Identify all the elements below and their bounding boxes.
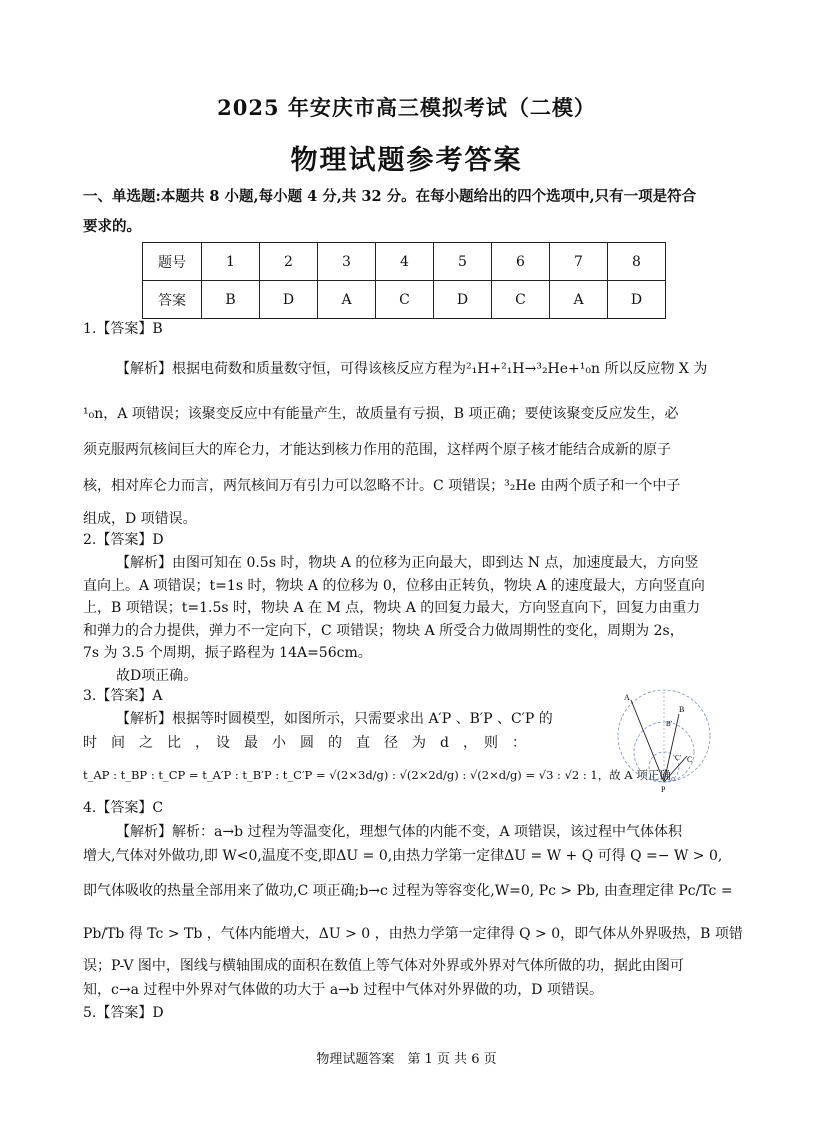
explanation-line: 误；P-V 图中，图线与横轴围成的面积在数值上等气体对外界或外界对气体所做的功，据此由图可 bbox=[83, 958, 684, 974]
answer-heading: 2.【答案】D bbox=[83, 532, 164, 548]
table-cell: D bbox=[608, 281, 666, 319]
answer-heading: 1.【答案】B bbox=[83, 321, 163, 337]
figure-label: B′ bbox=[666, 720, 673, 728]
figure-label: C bbox=[687, 755, 693, 764]
figure-label: B bbox=[679, 705, 685, 714]
explanation-line: 【解析】由图可知在 0.5s 时，物块 A 的位移为正向最大，即到达 N 点，加速度最大，方向竖 bbox=[116, 555, 699, 571]
page-footer: 物理试题答案 第 1 页 共 6 页 bbox=[316, 1052, 497, 1067]
answer-heading: 3.【答案】A bbox=[83, 688, 163, 704]
explanation-line: 须克服两氘核间巨大的库仑力，才能达到核力作用的范围，这样两个原子核才能结合成新的原子 bbox=[83, 442, 671, 458]
table-cell: 4 bbox=[376, 243, 434, 281]
table-cell: A bbox=[550, 281, 608, 319]
table-cell: D bbox=[260, 281, 318, 319]
explanation-line: 【解析】解析：a→b 过程为等温变化，理想气体的内能不变，A 项错误，该过程中气体体积 bbox=[116, 824, 683, 840]
explanation-line: 上，B 项错误；t=1.5s 时，物块 A 在 M 点，物块 A 的回复力最大，方向竖直向下，回复力由重力 bbox=[83, 600, 701, 616]
section-heading-line: 要求的。 bbox=[83, 218, 141, 235]
explanation-line: 直向上。A 项错误；t=1s 时，物块 A 的位移为 0，位移由正转负，物块 A 的速度最大，方向竖直向 bbox=[83, 578, 705, 594]
table-row bbox=[143, 281, 666, 319]
figure-label: C′ bbox=[675, 754, 682, 762]
explanation-line: 故D项正确。 bbox=[116, 668, 198, 684]
table-cell: 8 bbox=[608, 243, 666, 281]
formula-line: t_AP : t_BP : t_CP = t_A′P : t_B′P : t_C′P = √(2×3d/g) : √(2×2d/g) : √(2×d/g) = √3 : √2 : 1，故 A 项正确。 bbox=[83, 768, 683, 782]
answer-heading: 5.【答案】D bbox=[83, 1005, 164, 1021]
table-cell: C bbox=[376, 281, 434, 319]
table-cell: 3 bbox=[318, 243, 376, 281]
table-header-cell: 答案 bbox=[143, 281, 202, 319]
explanation-line: ¹₀n，A 项错误；该聚变反应中有能量产生，故质量有亏损，B 项正确；要使该聚变反应发生，必 bbox=[83, 406, 679, 422]
explanation-line: 核，相对库仑力而言，两氘核间万有引力可以忽略不计。C 项错误；³₂He 由两个质子和一个中子 bbox=[83, 478, 681, 494]
figure-label: A bbox=[624, 693, 630, 702]
table-cell: 7 bbox=[550, 243, 608, 281]
explanation-line: 增大,气体对外做功,即 W<0,温度不变,即ΔU = 0,由热力学第一定律ΔU = W + Q 可得 Q =− W > 0, bbox=[83, 848, 723, 864]
explanation-line: 时 间 之 比 ， 设 最 小 圆 的 直 径 为 d ， 则 ： bbox=[83, 735, 526, 751]
explanation-line: 7s 为 3.5 个周期，振子路程为 14A=56cm。 bbox=[83, 645, 372, 661]
explanation-line: 即气体吸收的热量全部用来了做功,C 项正确;b→c 过程为等容变化,W=0, Pc > Pb, 由查理定律 Pc/Tc = bbox=[83, 883, 733, 899]
table-cell: 5 bbox=[434, 243, 492, 281]
answer-heading: 4.【答案】C bbox=[83, 800, 164, 816]
explanation-line: Pb/Tb 得 Tc > Tb ，气体内能增大，ΔU > 0 ，由热力学第一定律得 Q > 0，即气体从外界吸热，B 项错 bbox=[83, 926, 743, 942]
document-subtitle: 物理试题参考答案 bbox=[290, 145, 523, 176]
exam-title: 2025 年安庆市高三模拟考试（二模） bbox=[217, 95, 596, 120]
equal-time-circle-figure bbox=[617, 686, 717, 792]
section-heading bbox=[83, 182, 743, 242]
table-row bbox=[143, 243, 666, 281]
figure-label: P bbox=[661, 785, 666, 792]
table-cell: 1 bbox=[202, 243, 260, 281]
explanation-line: 和弹力的合力提供，弹力不一定向下，C 项错误；物块 A 所受合力做周期性的变化，周期为 2s， bbox=[83, 623, 684, 639]
section-heading-line: 一、单选题:本题共 8 小题,每小题 4 分,共 32 分。在每小题给出的四个选项中,只有一项是符合 bbox=[83, 188, 697, 205]
table-cell: D bbox=[434, 281, 492, 319]
explanation-line: 组成，D 项错误。 bbox=[83, 511, 197, 527]
table-cell: 2 bbox=[260, 243, 318, 281]
explanation-line: 【解析】根据等时圆模型，如图所示，只需要求出 A′P 、B′P 、C′P 的 bbox=[116, 711, 553, 727]
table-cell: C bbox=[492, 281, 550, 319]
table-header-cell: 题号 bbox=[143, 243, 202, 281]
explanation-line: 【解析】根据电荷数和质量数守恒，可得该核反应方程为²₁H+²₁H→³₂He+¹₀n 所以反应物 X 为 bbox=[116, 361, 708, 377]
table-cell: 6 bbox=[492, 243, 550, 281]
table-cell: B bbox=[202, 281, 260, 319]
explanation-line: 知，c→a 过程中外界对气体做的功大于 a→b 过程中气体对外界做的功，D 项错误。 bbox=[83, 982, 603, 998]
answer-table bbox=[142, 242, 666, 319]
table-cell: A bbox=[318, 281, 376, 319]
